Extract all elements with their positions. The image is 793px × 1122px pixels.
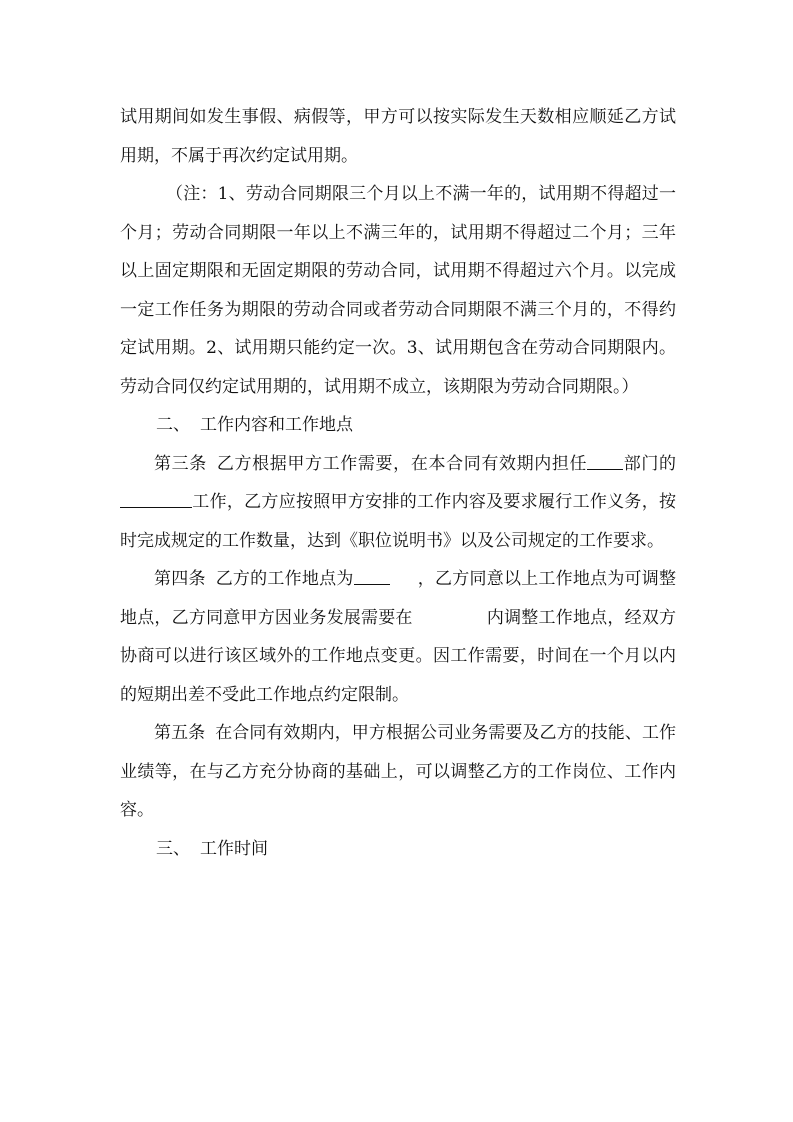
- article-4: [120, 560, 676, 714]
- section-number: 二、: [156, 415, 190, 435]
- article-5: [120, 714, 676, 830]
- article-label: 第三条: [154, 453, 207, 474]
- section-title: 工作时间: [200, 838, 268, 859]
- article-label: 第四条: [154, 569, 206, 589]
- article-text: 乙方的工作地点为: [215, 569, 354, 589]
- section-number: 三、: [156, 838, 190, 859]
- article-3: [120, 445, 676, 561]
- article-text: 乙方根据甲方工作需要，在本合同有效期内担任: [216, 453, 588, 474]
- paragraph-probation-note: （注：1、劳动合同期限三个月以上不满一年的，试用期不得超过一个月；劳动合同期限一年以上不满三年的，试用期不得超过二个月；三年以上固定期限和无固定期限的劳动合同，试用期不得超过六个月。以完成一定工作任务为期限的劳动合同或者劳动合同期限不满三个月的，不得约定试用期。2、试用期只能约定一次。3、试用期包含在劳动合同期限内。劳动合同仅约定试用期的，试用期不成立，该期限为劳动合同期限。）: [120, 184, 676, 397]
- article-text: 部门的: [623, 453, 677, 474]
- section-heading-work-time: [120, 830, 676, 869]
- paragraph-probation-extension: 试用期间如发生事假、病假等，甲方可以按实际发生天数相应顺延乙方试用期，不属于再次约定试用期。: [120, 107, 676, 166]
- section-heading-work-content: [120, 406, 676, 445]
- article-text: 工作，乙方应按照甲方安排的工作内容及要求履行工作义务，按时完成规定的工作数量，达到《职位说明书》以及公司规定的工作要求。: [120, 492, 676, 551]
- blank-position: [120, 491, 192, 508]
- blank-department: [587, 453, 623, 470]
- article-text: 在合同有效期内，甲方根据公司业务需要及乙方的技能、工作业绩等，在与乙方充分协商的基础上，可以调整乙方的工作岗位、工作内容。: [120, 723, 677, 820]
- blank-work-location: [354, 568, 390, 585]
- section-title: 工作内容和工作地点: [200, 415, 353, 435]
- document-body: [120, 98, 676, 868]
- article-text: ，乙方同意以上工作地点为可调整地点，乙方同意甲方因业务发展需要在: [120, 569, 677, 628]
- article-text: 内调整工作地点，经双方协商可以进行该区域外的工作地点变更。因工作需要，时间在一个月以内的短期出差不受此工作地点约定限制。: [120, 607, 677, 705]
- article-label: 第五条: [154, 723, 206, 743]
